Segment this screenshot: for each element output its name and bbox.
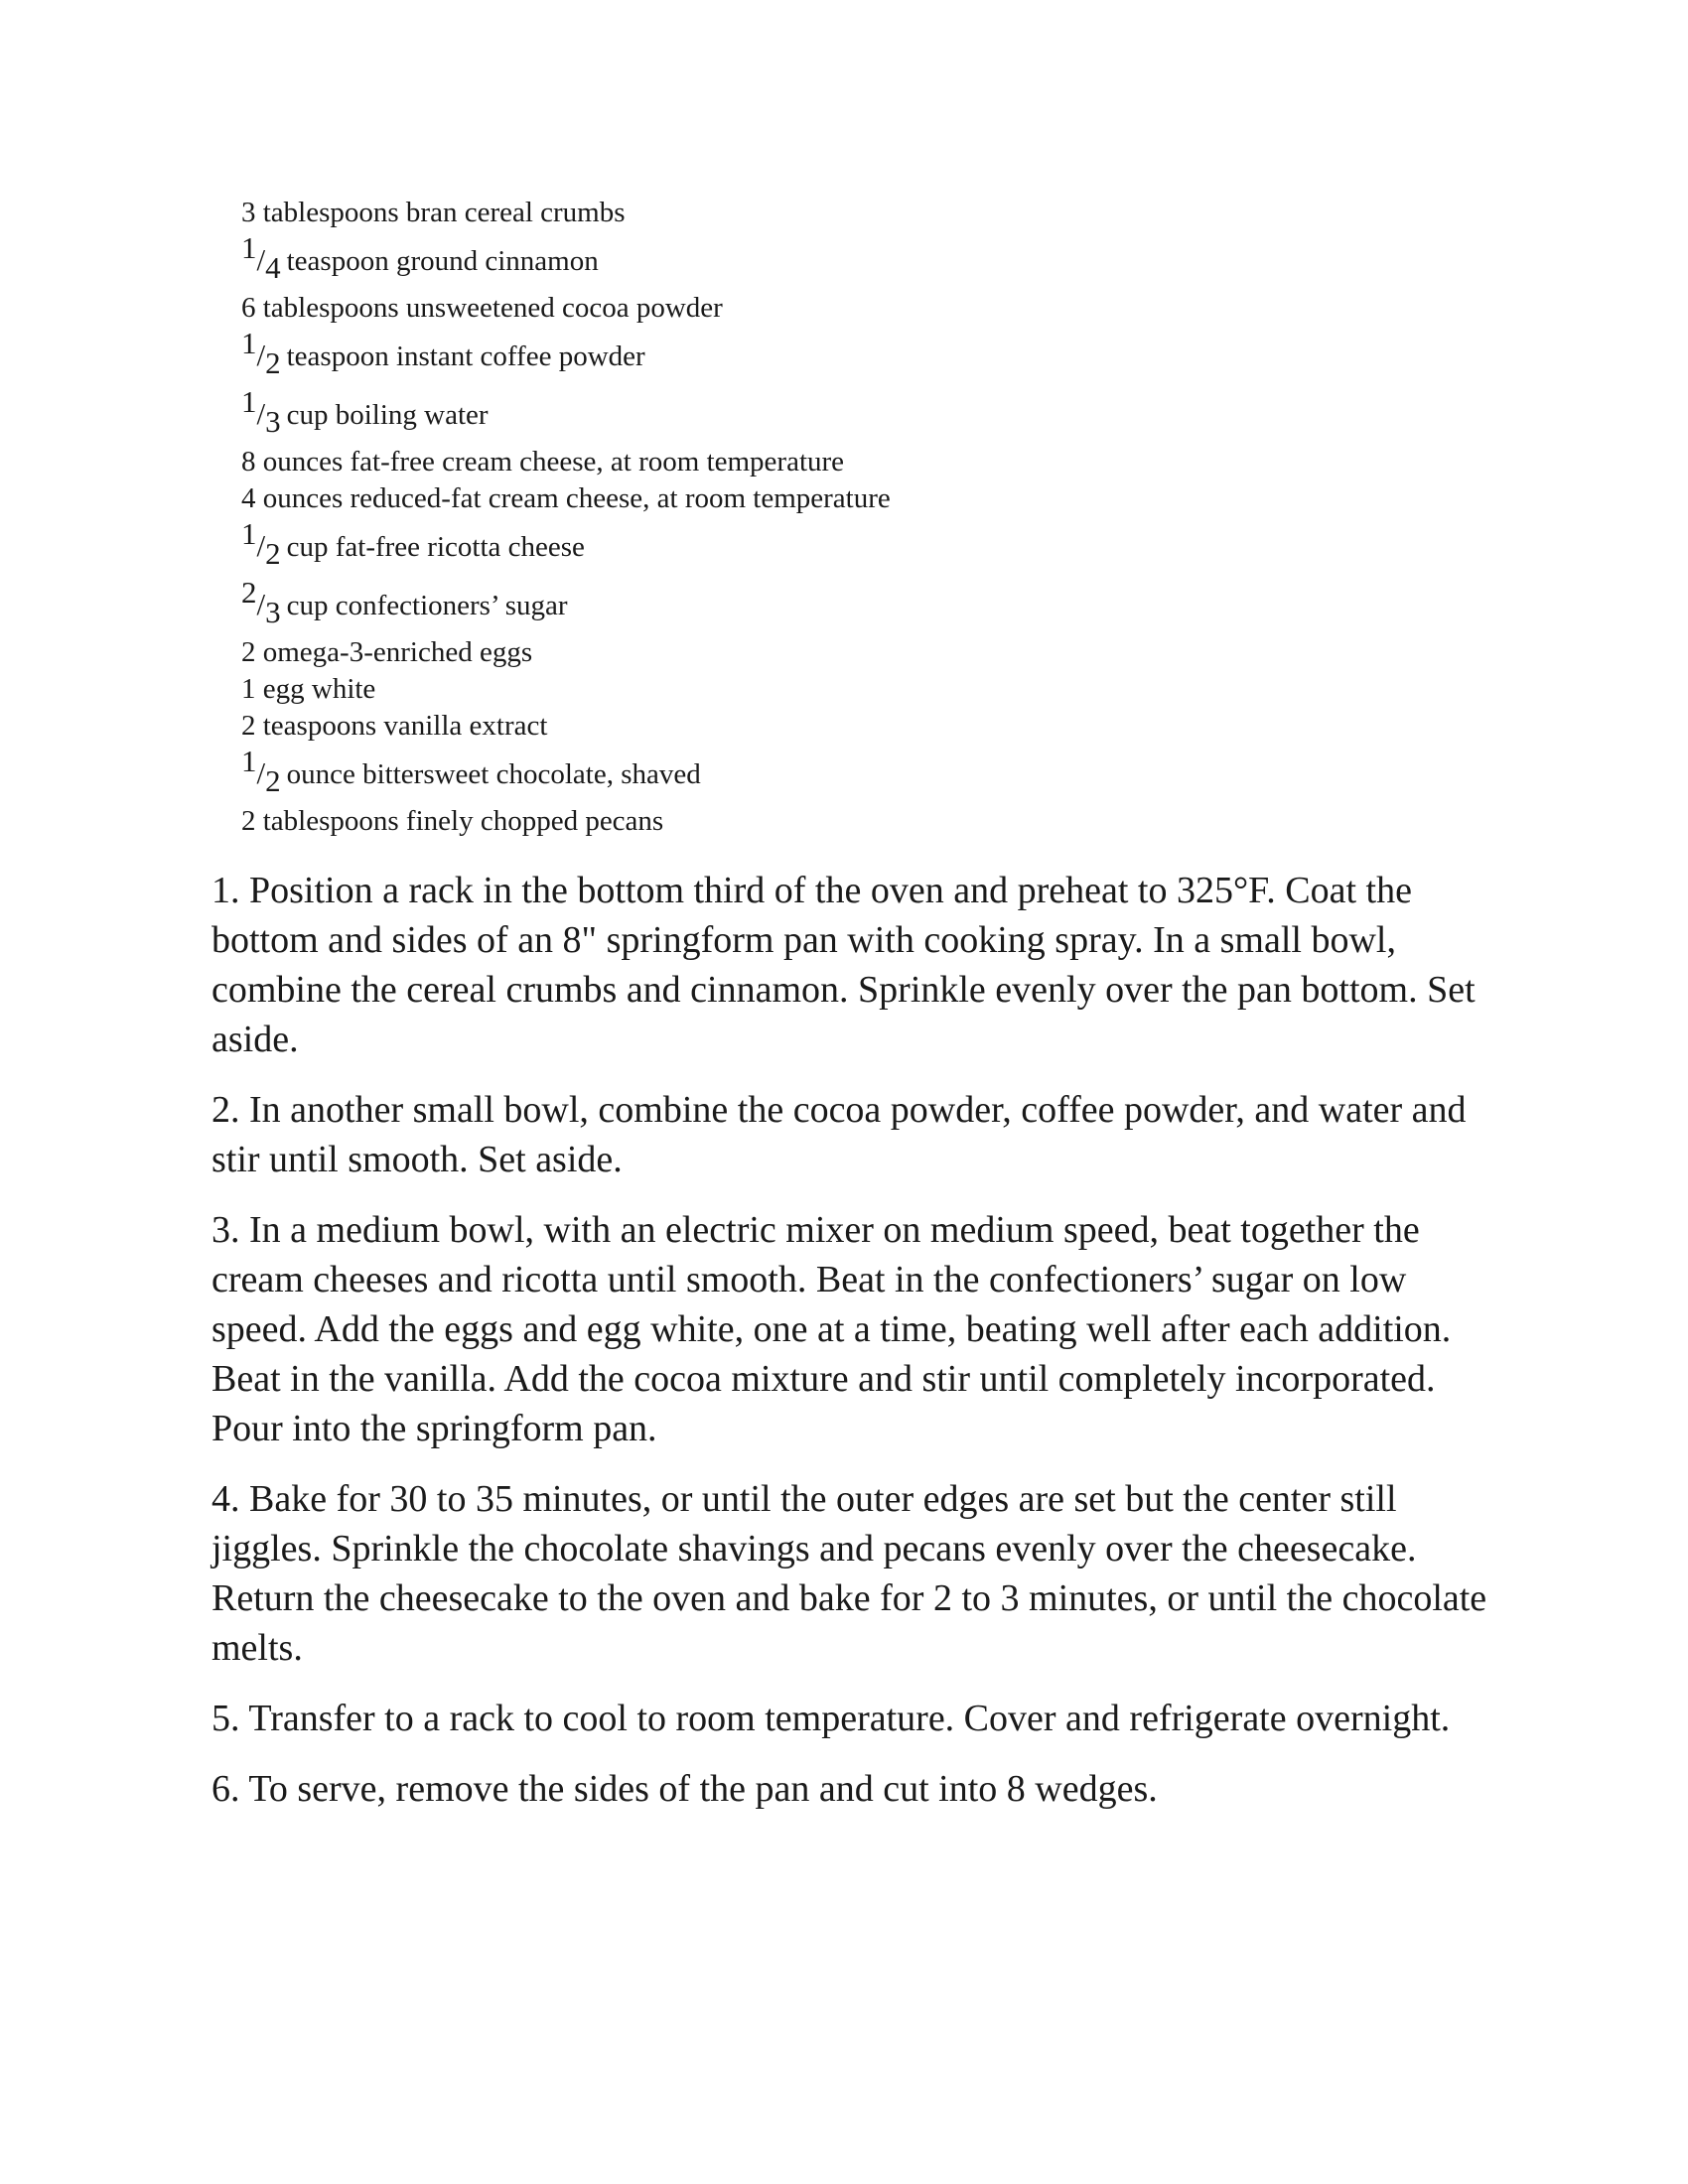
ingredient-item: [241, 480, 1433, 517]
fraction-numerator: 1: [241, 326, 257, 360]
instruction-step: 4. Bake for 30 to 35 minutes, or until the outer edges are set but the center still jiggles. Sprinkle the chocolate shavings and pecans evenly over the cheesecake. Return the cheesecake to the oven and bake for 2 to 3 minutes, or until the chocolate melts.: [211, 1478, 1487, 1669]
instruction-step: 5. Transfer to a rack to cool to room temperature. Cover and refrigerate overnight.: [211, 1698, 1451, 1739]
ingredient-text: 1 egg white: [241, 673, 376, 705]
ingredient-item: [241, 745, 1433, 803]
fraction-denominator: 3: [265, 404, 281, 439]
ingredient-item: [241, 576, 1433, 634]
ingredient-text: teaspoon instant coffee powder: [286, 341, 645, 372]
fraction-slash: /: [256, 528, 266, 563]
fraction-slash: /: [256, 396, 266, 431]
ingredient-item: [241, 803, 1433, 840]
ingredient-text: cup confectioners’ sugar: [286, 590, 568, 621]
fraction-denominator: 2: [265, 345, 281, 380]
ingredient-text: 8 ounces fat-free cream cheese, at room temperature: [241, 446, 845, 478]
fraction-slash: /: [256, 242, 266, 277]
fraction-denominator: 4: [265, 250, 281, 285]
fraction-numerator: 1: [241, 230, 257, 265]
instruction-step: 1. Position a rack in the bottom third of the oven and preheat to 325°F. Coat the bottom and sides of an 8" springform pan with cooking spray. In a small bowl, combine the cereal crumbs and cinnamon. Sprinkle evenly over the pan bottom. Set aside.: [211, 870, 1476, 1060]
ingredient-item: [241, 231, 1433, 290]
fraction-numerator: 1: [241, 384, 257, 419]
ingredient-item: [241, 634, 1433, 671]
ingredient-item: [241, 517, 1433, 576]
ingredient-item: [241, 708, 1433, 745]
ingredient-item: [241, 327, 1433, 385]
ingredient-list: [241, 195, 1433, 840]
instruction-list: [211, 866, 1492, 1835]
fraction-denominator: 3: [265, 595, 281, 629]
ingredient-text: teaspoon ground cinnamon: [286, 245, 599, 277]
ingredient-text: 6 tablespoons unsweetened cocoa powder: [241, 292, 723, 324]
ingredient-text: cup boiling water: [286, 399, 489, 431]
fraction-denominator: 2: [265, 763, 281, 798]
ingredient-text: cup fat-free ricotta cheese: [286, 531, 585, 563]
ingredient-item: [241, 195, 1433, 231]
ingredient-text: 2 teaspoons vanilla extract: [241, 710, 548, 742]
ingredient-item: [241, 444, 1433, 480]
ingredient-text: 2 omega-3-enriched eggs: [241, 636, 533, 668]
fraction-denominator: 2: [265, 536, 281, 571]
ingredient-item: [241, 385, 1433, 444]
ingredient-text: 2 tablespoons finely chopped pecans: [241, 805, 664, 837]
fraction-slash: /: [256, 338, 266, 372]
fraction-slash: /: [256, 587, 266, 621]
fraction-numerator: 1: [241, 744, 257, 778]
ingredient-item: [241, 290, 1433, 327]
instruction-step: 2. In another small bowl, combine the cocoa powder, coffee powder, and water and stir until smooth. Set aside.: [211, 1089, 1467, 1180]
ingredient-text: ounce bittersweet chocolate, shaved: [286, 758, 701, 790]
fraction-numerator: 2: [241, 575, 257, 610]
ingredient-text: 4 ounces reduced-fat cream cheese, at room temperature: [241, 482, 891, 514]
instruction-step: 6. To serve, remove the sides of the pan and cut into 8 wedges.: [211, 1768, 1158, 1810]
ingredient-text: 3 tablespoons bran cereal crumbs: [241, 197, 626, 228]
fraction-numerator: 1: [241, 516, 257, 551]
fraction-slash: /: [256, 755, 266, 790]
instruction-step: 3. In a medium bowl, with an electric mixer on medium speed, beat together the cream cheeses and ricotta until smooth. Beat in the confectioners’ sugar on low speed. Add the eggs and egg white, one at a time, beating well after each addition. Beat in the vanilla. Add the cocoa mixture and stir until completely incorporated. Pour into the springform pan.: [211, 1209, 1452, 1449]
ingredient-item: [241, 671, 1433, 708]
